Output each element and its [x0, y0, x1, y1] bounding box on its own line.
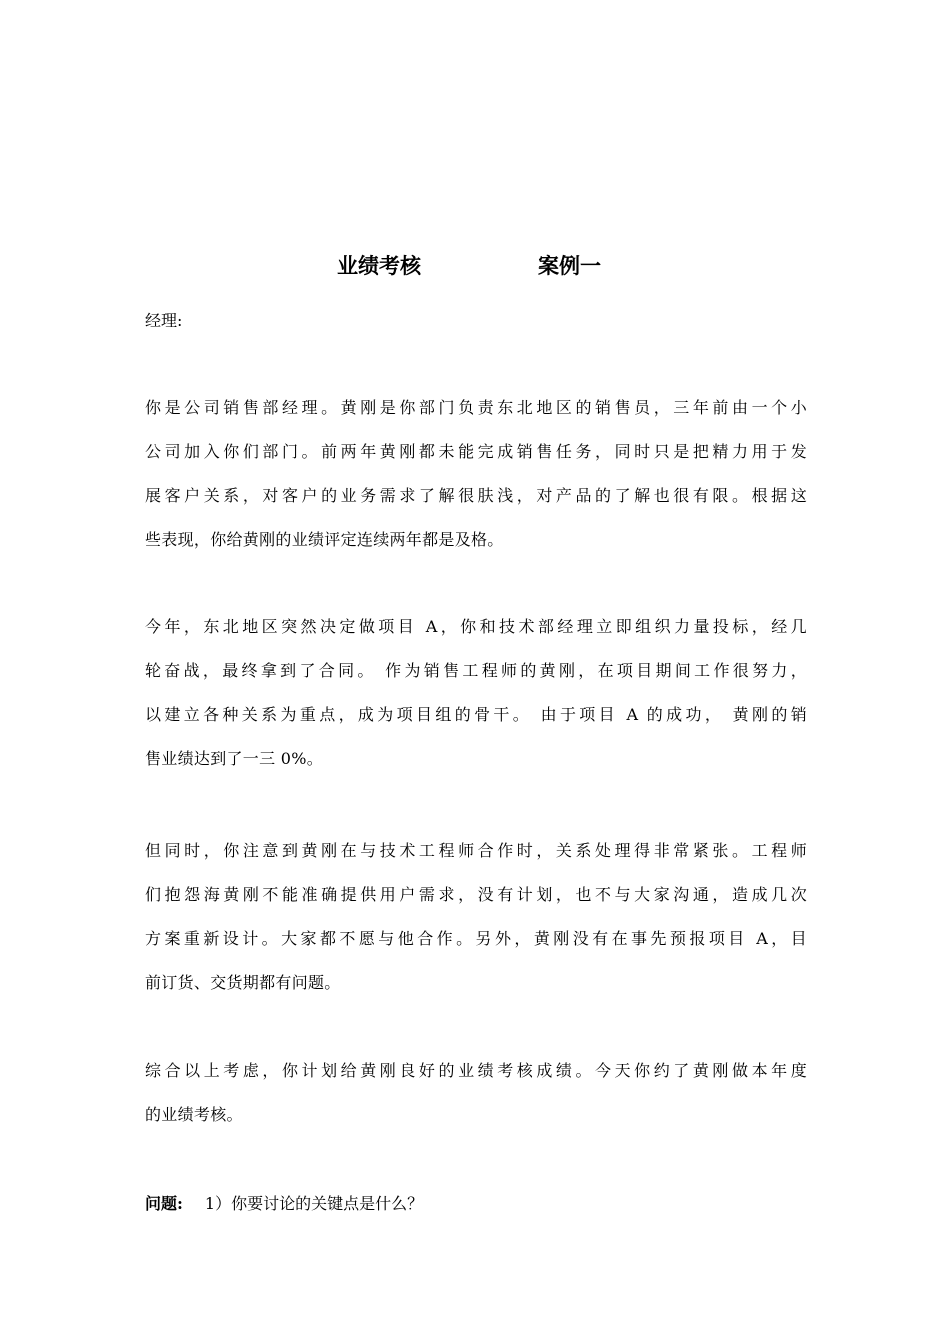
paragraph-line: 今年，东北地区突然决定做项目 A，你和技术部经理立即组织力量投标，经几 — [145, 617, 807, 636]
paragraph-line: 展客户关系，对客户的业务需求了解很肤浅，对产品的了解也很有限。根据这 — [145, 486, 807, 505]
paragraph-line: 以建立各种关系为重点，成为项目组的骨干。 由于项目 A 的成功， 黄刚的销 — [145, 705, 807, 724]
paragraph-line: 前订货、交货期都有问题。 — [145, 973, 341, 992]
paragraph-3 — [145, 829, 807, 1005]
paragraph-line: 你是公司销售部经理。黄刚是你部门负责东北地区的销售员，三年前由一个小 — [145, 398, 807, 417]
paragraph-line: 的业绩考核。 — [145, 1105, 243, 1124]
paragraph-2 — [145, 605, 807, 781]
title-case-number: 案例一 — [538, 253, 601, 278]
title-topic: 业绩考核 — [337, 253, 421, 278]
question-label: 问题: — [145, 1194, 183, 1213]
paragraph-line: 轮奋战，最终拿到了合同。 作为销售工程师的黄刚，在项目期间工作很努力， — [145, 661, 807, 680]
paragraph-line: 些表现，你给黄刚的业绩评定连续两年都是及格。 — [145, 530, 504, 549]
paragraph-line: 们抱怨海黄刚不能准确提供用户需求，没有计划，也不与大家沟通，造成几次 — [145, 885, 807, 904]
paragraph-line: 方案重新设计。大家都不愿与他合作。另外，黄刚没有在事先预报项目 A，目 — [145, 929, 807, 948]
paragraph-line: 综合以上考虑，你计划给黄刚良好的业绩考核成绩。今天你约了黄刚做本年度 — [145, 1061, 807, 1080]
paragraph-line: 但同时，你注意到黄刚在与技术工程师合作时，关系处理得非常紧张。工程师 — [145, 841, 807, 860]
question-text: 1）你要讨论的关键点是什么？ — [204, 1194, 424, 1213]
document-title — [0, 250, 950, 282]
paragraph-4 — [145, 1049, 807, 1137]
paragraph-1 — [145, 386, 807, 562]
paragraph-line: 售业绩达到了一三 0%。 — [145, 749, 324, 768]
question — [145, 1190, 423, 1218]
paragraph-line: 公司加入你们部门。前两年黄刚都未能完成销售任务，同时只是把精力用于发 — [145, 442, 807, 461]
salutation: 经理: — [145, 311, 183, 330]
